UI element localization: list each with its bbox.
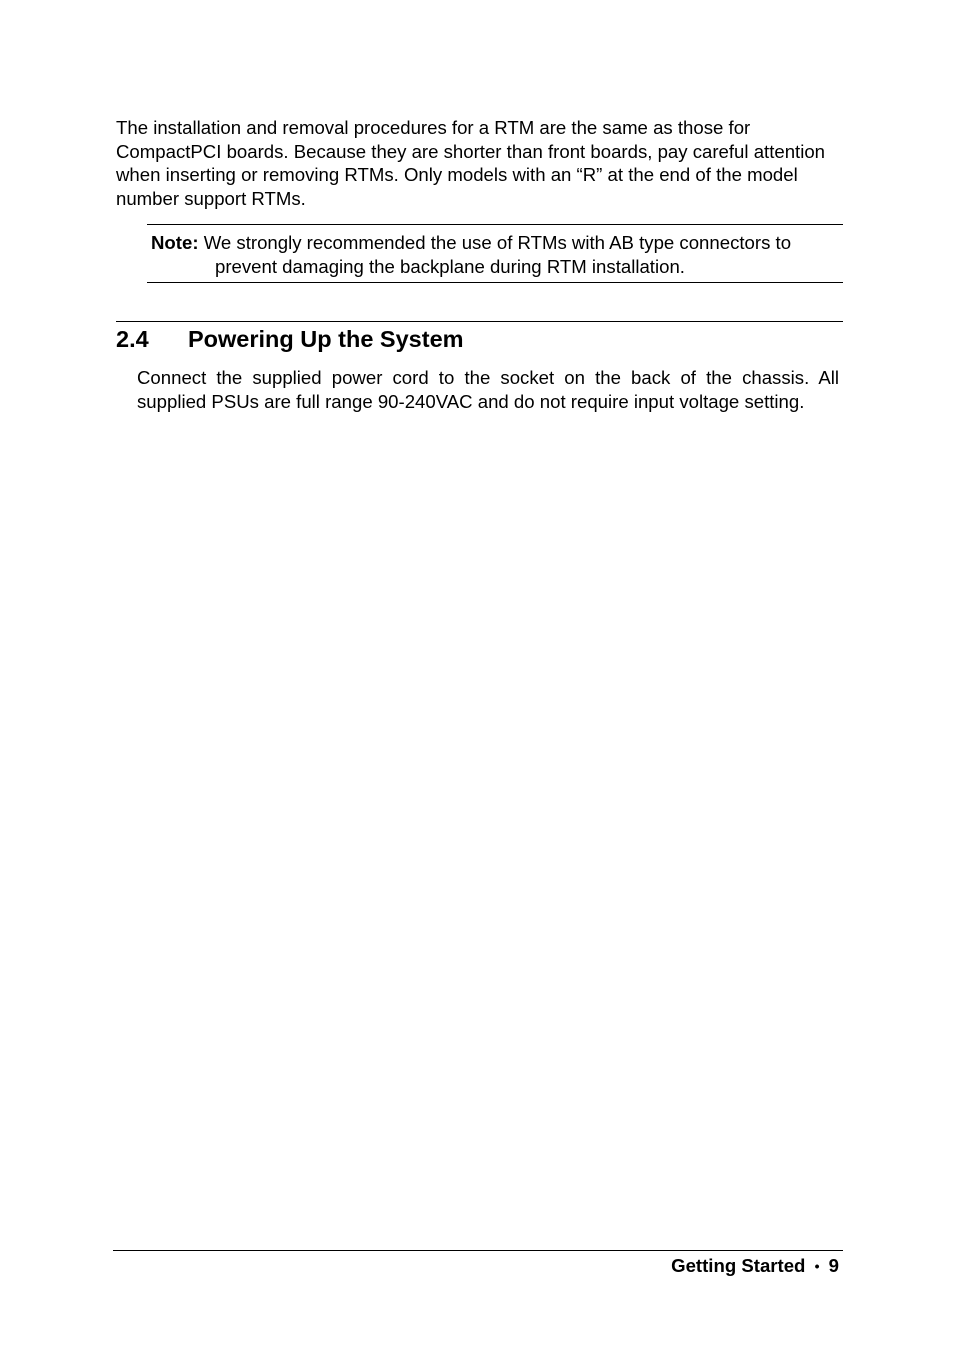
note-box [147, 224, 843, 283]
page-footer [671, 1254, 839, 1279]
note-text [151, 231, 843, 279]
footer-divider [113, 1250, 843, 1251]
section-title: Powering Up the System [188, 326, 464, 352]
footer-separator: • [814, 1258, 820, 1274]
footer-chapter: Getting Started [671, 1255, 806, 1276]
note-label: Note: [151, 232, 199, 253]
intro-paragraph: The installation and removal procedures for a RTM are the same as those for CompactPCI boards. Because they are shorter than front boards, pay careful attention when inserting or removing RTMs. Only models with an “R” at the end of the model number support RTMs. [116, 117, 826, 209]
section-divider [116, 321, 843, 322]
note-body: We strongly recommended the use of RTMs with AB type connectors to prevent damaging the backplane during RTM installation. [203, 232, 792, 277]
section-body: Connect the supplied power cord to the socket on the back of the chassis. All supplied PSUs are full range 90-240VAC and do not require input voltage setting. [137, 367, 839, 412]
section-number: 2.4 [116, 326, 149, 352]
section-heading [116, 324, 464, 354]
page-number: 9 [828, 1255, 839, 1276]
